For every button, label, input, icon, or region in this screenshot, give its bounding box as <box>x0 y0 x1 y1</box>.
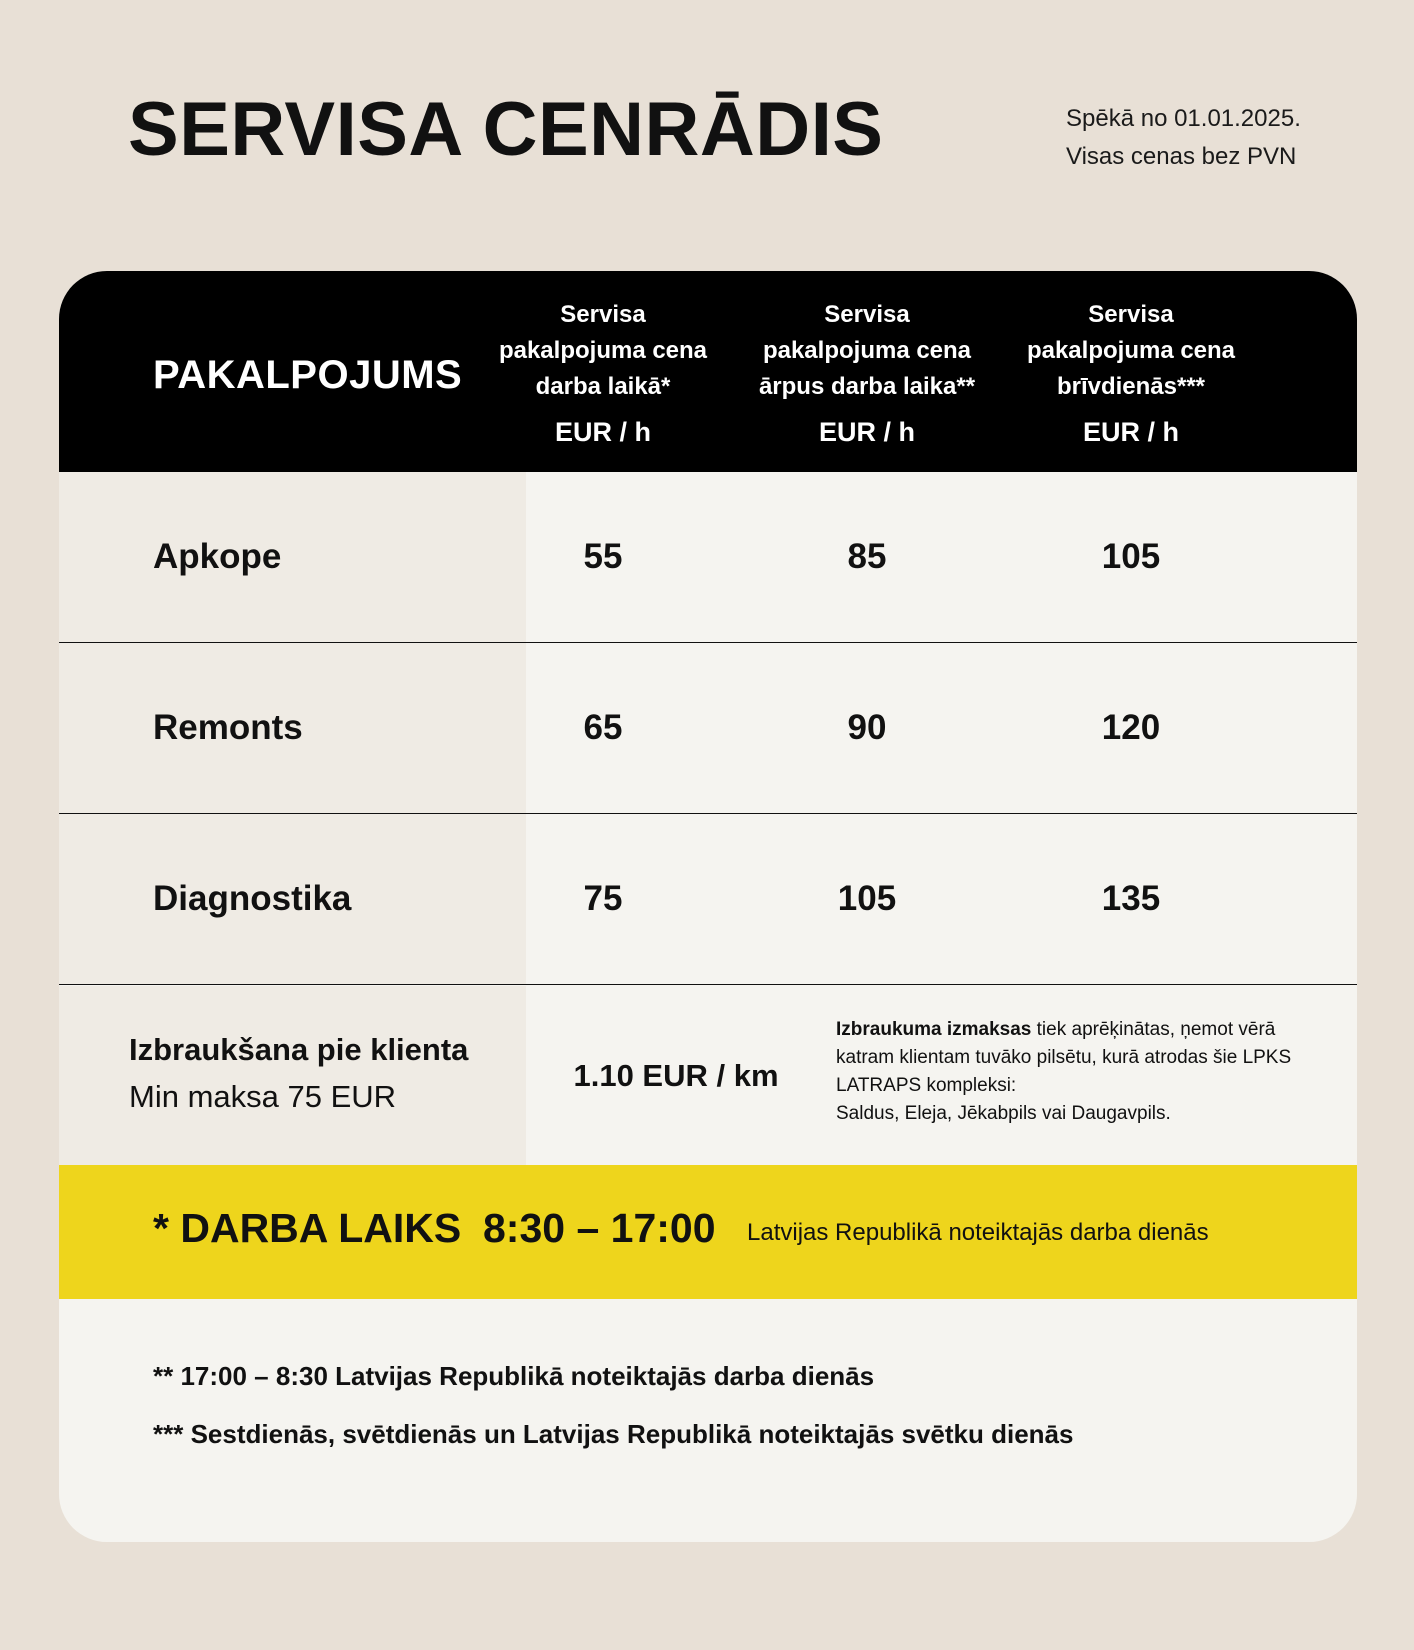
travel-note-text: tiek aprēķinātas, ņemot vērā katram klientam tuvāko pilsētu, kurā atrodas šie LPKS LATRAPS kompleksi: <box>836 1019 1292 1096</box>
price-after-hours: 105 <box>837 879 897 918</box>
working-hours-banner <box>59 1165 1357 1299</box>
table-header <box>59 271 1357 472</box>
column-header-after-hours <box>735 297 999 448</box>
service-name: Apkope <box>153 537 282 576</box>
working-hours-label: * DARBA LAIKS <box>153 1205 462 1251</box>
table-row <box>59 814 1357 985</box>
footnote-after-hours: ** 17:00 – 8:30 Latvijas Republikā noteiktajās darba dienās <box>153 1361 875 1391</box>
price-table <box>59 271 1357 1542</box>
column-header-label: Servisa pakalpojuma cena brīvdienās*** <box>1026 301 1236 400</box>
valid-from-text: Spēkā no 01.01.2025. <box>1066 105 1301 132</box>
column-header-holidays <box>999 297 1263 448</box>
table-row <box>59 643 1357 814</box>
price-after-hours: 85 <box>847 537 887 576</box>
column-header-label: Servisa pakalpojuma cena ārpus darba laika** <box>758 301 976 400</box>
service-name: Remonts <box>153 708 303 747</box>
column-header-unit: EUR / h <box>554 417 651 447</box>
travel-note-cities: Saldus, Eleja, Jēkabpils vai Daugavpils. <box>836 1103 1171 1124</box>
service-name-cell <box>59 472 526 642</box>
travel-row <box>59 986 1357 1165</box>
validity-info <box>1066 100 1301 176</box>
travel-note-bold: Izbraukuma izmaksas <box>836 1019 1032 1040</box>
column-header-working-hours <box>471 297 735 448</box>
vat-note-text: Visas cenas bez PVN <box>1066 143 1297 170</box>
service-name-cell <box>59 986 526 1165</box>
working-hours-time: 8:30 – 17:00 <box>483 1205 716 1251</box>
travel-price: 1.10 EUR / km <box>573 1057 779 1093</box>
column-header-unit: EUR / h <box>1082 417 1179 447</box>
price-holidays: 135 <box>1101 879 1161 918</box>
service-column-header: PAKALPOJUMS <box>153 353 463 397</box>
price-working-hours: 75 <box>583 879 623 918</box>
footnote-holidays: *** Sestdienās, svētdienās un Latvijas Republikā noteiktajās svētku dienās <box>153 1419 1074 1449</box>
price-working-hours: 55 <box>583 537 623 576</box>
travel-note <box>836 1016 1336 1128</box>
travel-name: Izbraukšana pie klienta <box>129 1032 469 1067</box>
service-name: Diagnostika <box>153 879 352 918</box>
price-working-hours: 65 <box>583 708 623 747</box>
column-header-unit: EUR / h <box>818 417 915 447</box>
price-after-hours: 90 <box>847 708 887 747</box>
price-holidays: 105 <box>1101 537 1161 576</box>
table-row <box>59 472 1357 643</box>
column-header-label: Servisa pakalpojuma cena darba laikā* <box>498 301 708 400</box>
travel-min-fee: Min maksa 75 EUR <box>129 1079 397 1114</box>
page-title: SERVISA CENRĀDIS <box>128 87 884 172</box>
price-holidays: 120 <box>1101 708 1161 747</box>
working-hours-text: Latvijas Republikā noteiktajās darba dienās <box>747 1219 1209 1246</box>
